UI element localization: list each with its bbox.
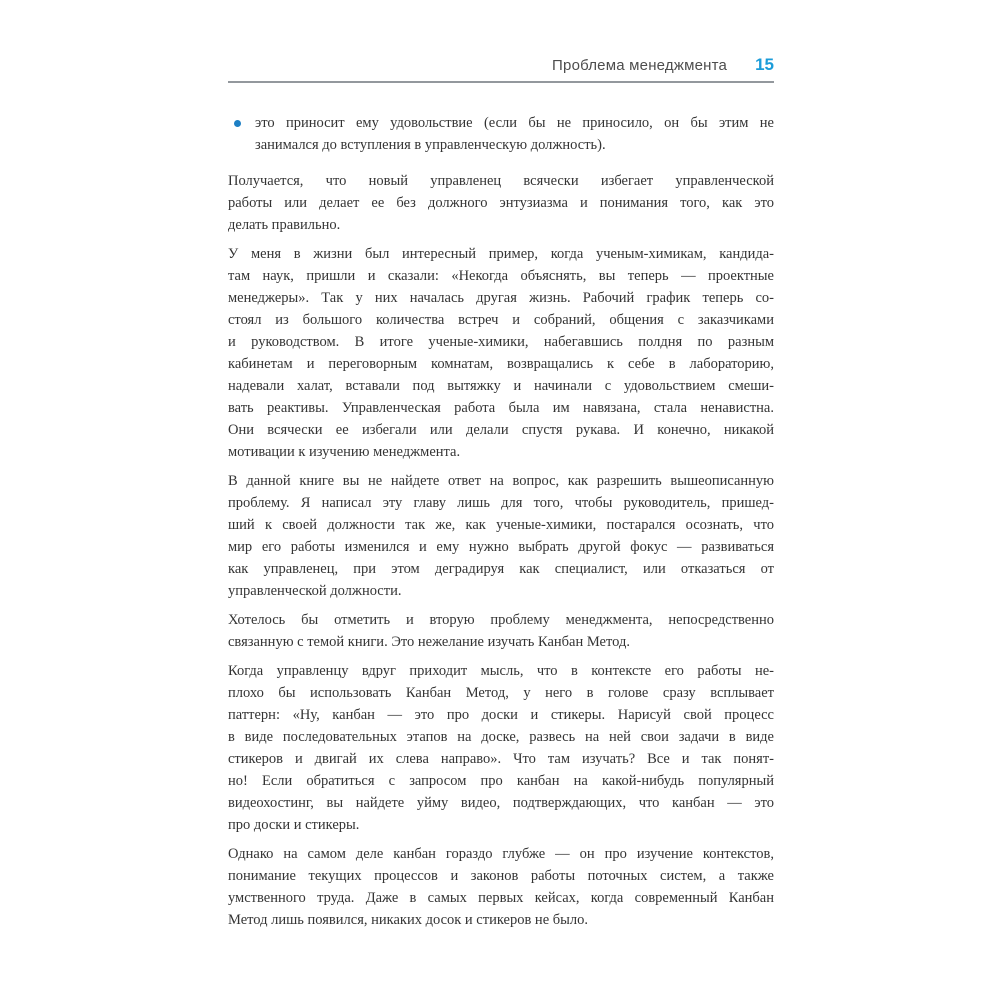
- paragraph: [228, 843, 774, 931]
- paragraph: [228, 170, 774, 236]
- page-body: [228, 112, 774, 938]
- text-line: видеохостинг, вы найдете уйму видео, подтверждающих, что канбан — это: [228, 795, 774, 811]
- text-line: и руководством. В итоге ученые-химики, набегавшись полдня по разным: [228, 334, 774, 350]
- text-line: вать реактивы. Управленческая работа была им навязана, стала ненавистна.: [228, 400, 774, 416]
- paragraph: [228, 660, 774, 836]
- text-line: кабинетам и переговорным комнатам, возвращались к себе в лабораторию,: [228, 356, 774, 372]
- chapter-title: Проблема менеджмента: [552, 57, 728, 74]
- text-line: Хотелось бы отметить и вторую проблему менеджмента, непосредственно: [228, 612, 774, 628]
- text-line: У меня в жизни был интересный пример, когда ученым-химикам, кандида-: [228, 246, 774, 262]
- text-line: там наук, пришли и сказали: «Некогда объяснять, вы теперь — проектные: [228, 268, 774, 284]
- text-line: связанную с темой книги. Это нежелание изучать Канбан Метод.: [228, 634, 630, 650]
- text-line: плохо бы использовать Канбан Метод, у него в голове сразу всплывает: [228, 685, 774, 701]
- text-line: Когда управленцу вдруг приходит мысль, что в контексте его работы не-: [228, 663, 774, 679]
- text-line: понимание текущих процессов и законов работы поточных систем, а также: [228, 868, 774, 884]
- text-line: занимался до вступления в управленческую должность).: [255, 137, 606, 153]
- bullet-item: [228, 112, 774, 156]
- text-line: в виде последовательных этапов на доске, развесь на ней свои задачи в виде: [228, 729, 774, 745]
- text-line: В данной книге вы не найдете ответ на вопрос, как разрешить вышеописанную: [228, 473, 774, 489]
- text-line: мир его работы изменился и ему нужно выбрать другой фокус — развиваться: [228, 539, 774, 555]
- text-line: но! Если обратиться с запросом про канбан на какой-нибудь популярный: [228, 773, 774, 789]
- text-line: как управленец, при этом деградируя как специалист, или отказаться от: [228, 561, 774, 577]
- text-line: управленческой должности.: [228, 583, 402, 599]
- text-line: работы или делает ее без должного энтузиазма и понимания того, как это: [228, 195, 774, 211]
- text-line: менеджеры». Так у них началась другая жизнь. Рабочий график теперь со-: [228, 290, 774, 306]
- bullet-icon: [234, 120, 241, 127]
- text-line: делать правильно.: [228, 217, 341, 233]
- paragraph: [228, 470, 774, 602]
- text-line: паттерн: «Ну, канбан — это про доски и стикеры. Нарисуй свой процесс: [228, 707, 774, 723]
- text-line: Однако на самом деле канбан гораздо глубже — он про изучение контекстов,: [228, 846, 774, 862]
- text-line: Они всячески ее избегали или делали спустя рукава. И конечно, никакой: [228, 422, 774, 438]
- page-header: [228, 55, 774, 75]
- text-line: умственного труда. Даже в самых первых кейсах, когда современный Канбан: [228, 890, 774, 906]
- text-line: ший к своей должности так же, как ученые-химики, постарался осознать, что: [228, 517, 774, 533]
- text-line: это приносит ему удовольствие (если бы не приносило, он бы этим не: [255, 115, 774, 131]
- paragraph: [228, 609, 774, 653]
- text-line: про доски и стикеры.: [228, 817, 360, 833]
- text-line: надевали халат, вставали под вытяжку и начинали с удовольствием смеши-: [228, 378, 774, 394]
- text-line: мотивации к изучению менеджмента.: [228, 444, 461, 460]
- paragraph: [228, 243, 774, 463]
- text-line: стикеров и двигай их слева направо». Что там изучать? Все и так понят-: [228, 751, 774, 767]
- page-number: 15: [755, 55, 774, 74]
- text-line: стоял из большого количества встреч и собраний, общения с заказчиками: [228, 312, 774, 328]
- header-rule: [228, 81, 774, 83]
- text-line: Получается, что новый управленец всячески избегает управленческой: [228, 173, 774, 189]
- text-line: Метод лишь появился, никаких досок и стикеров не было.: [228, 912, 588, 928]
- text-line: проблему. Я написал эту главу лишь для того, чтобы руководитель, пришед-: [228, 495, 774, 511]
